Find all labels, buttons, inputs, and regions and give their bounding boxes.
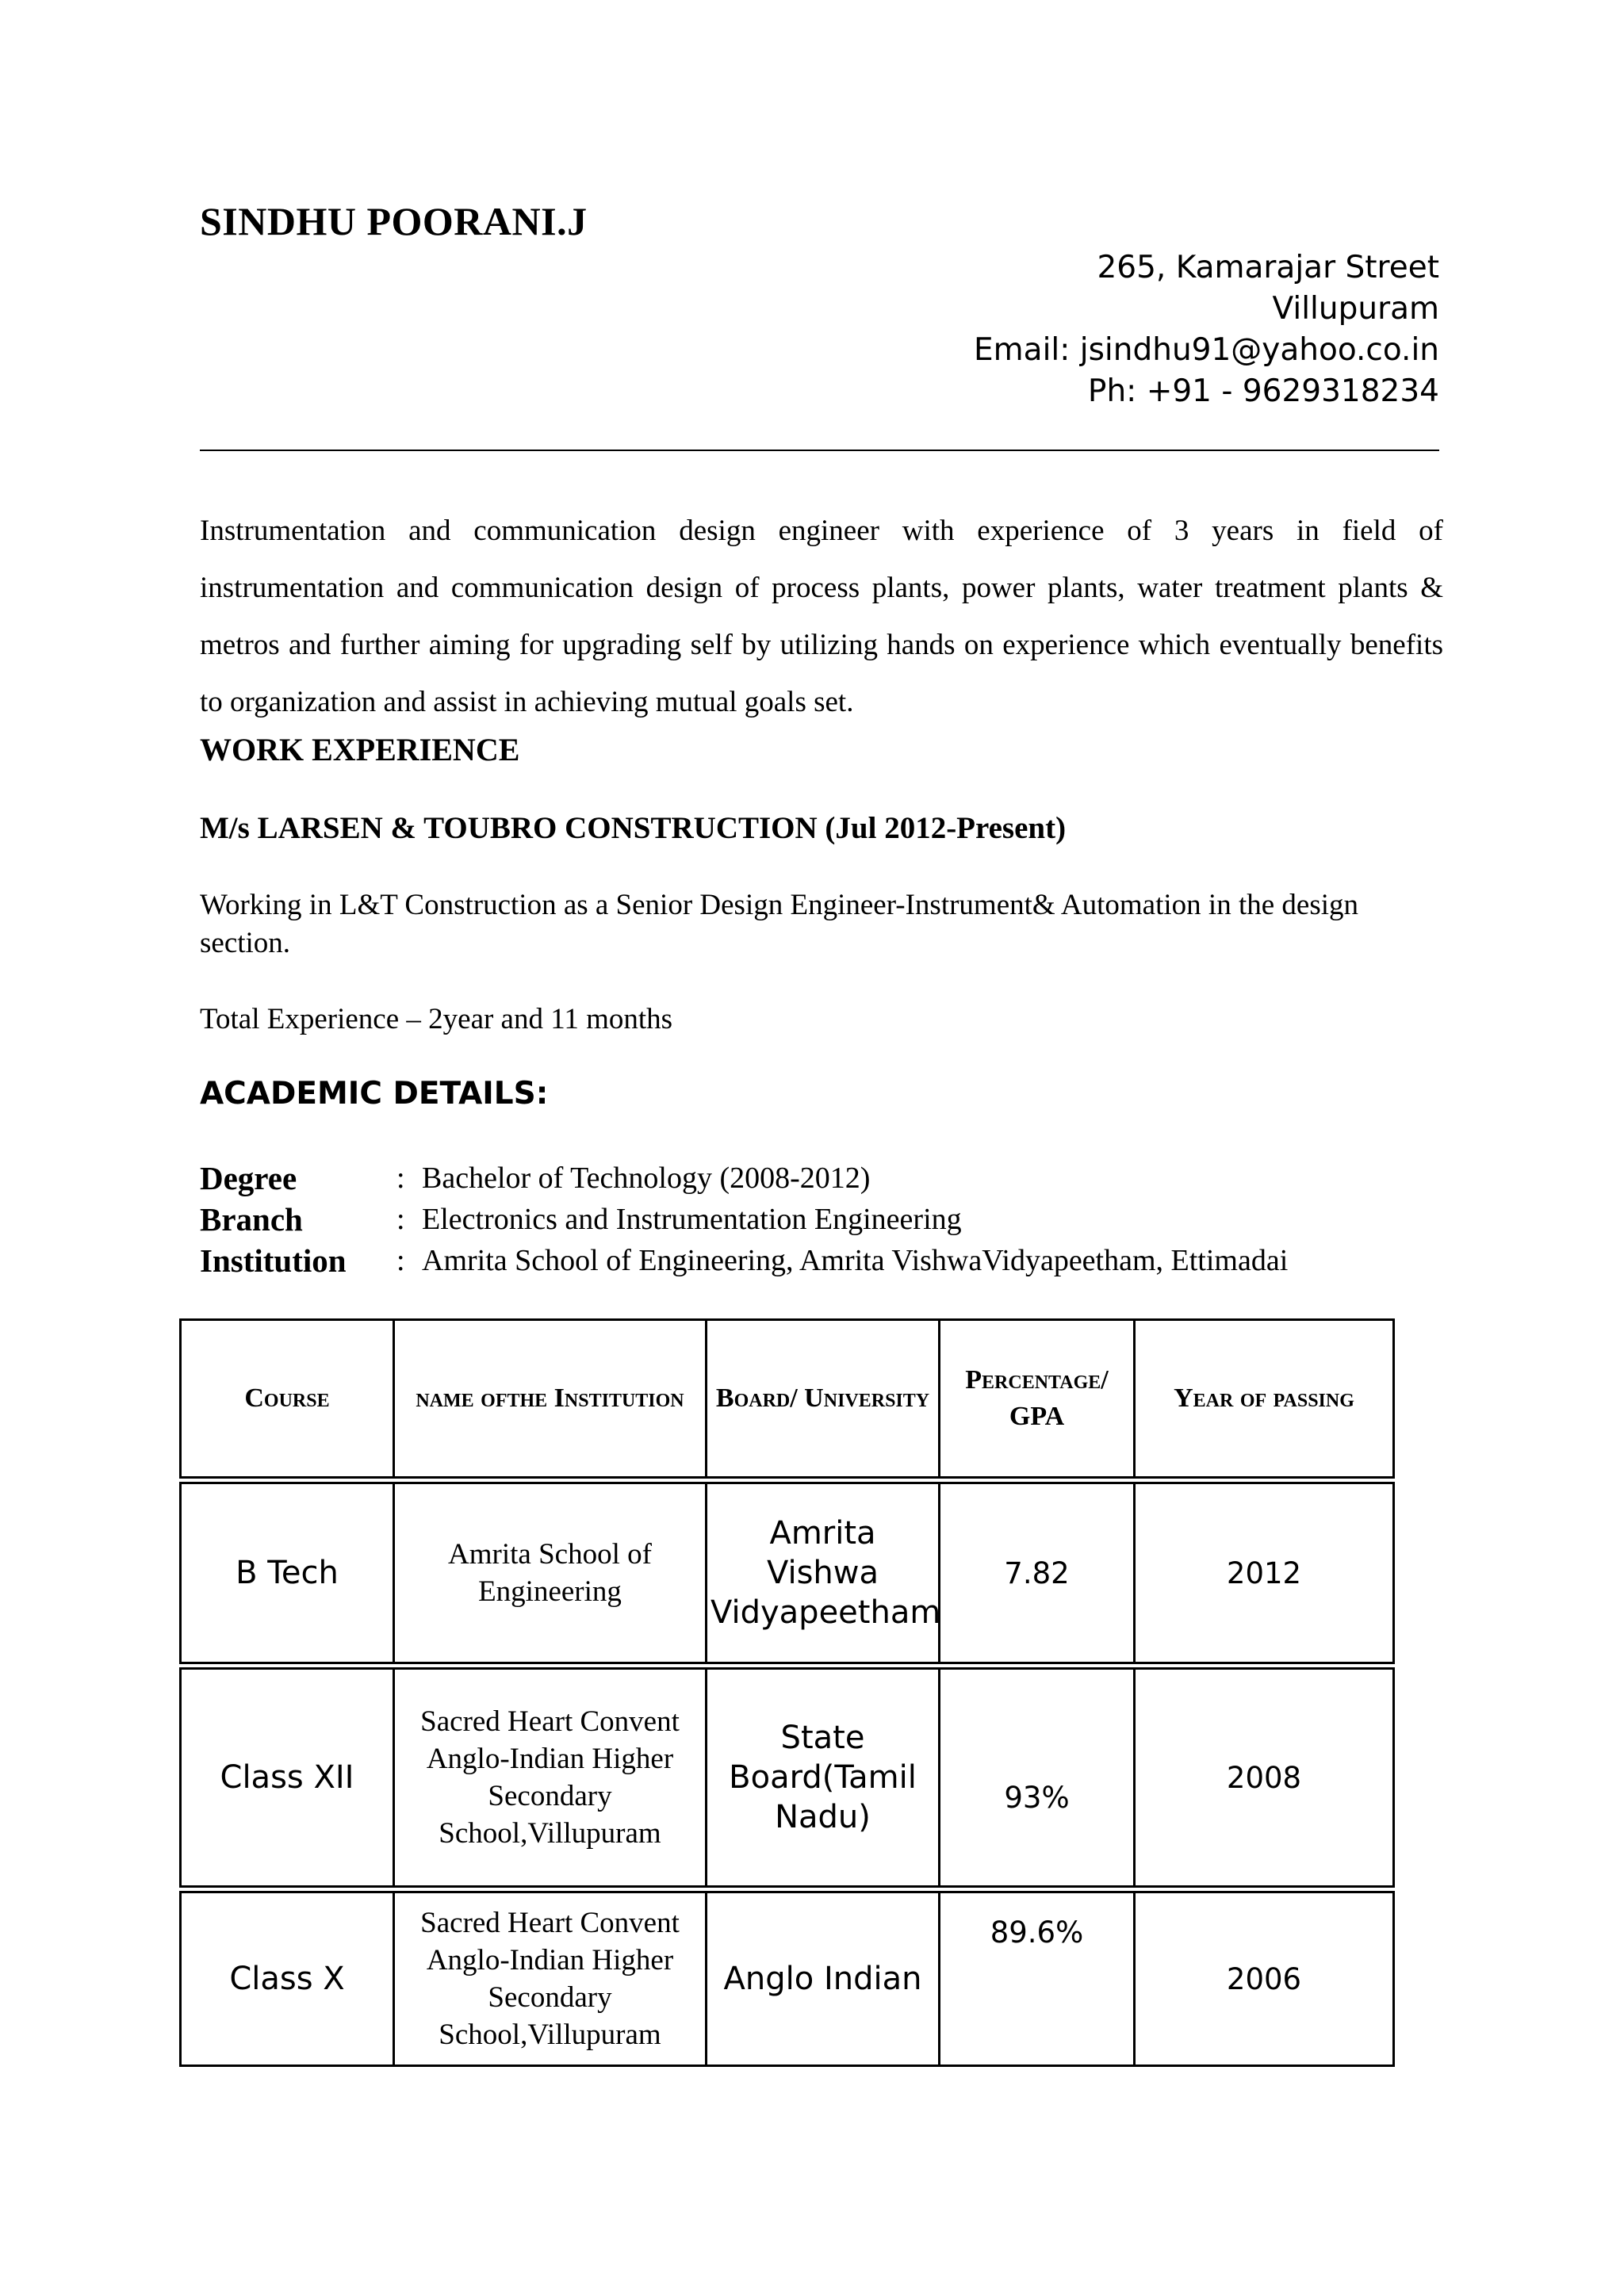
company-heading: M/s LARSEN & TOUBRO CONSTRUCTION (Jul 2012-Present): [200, 811, 1067, 845]
header-year: Year of passing: [1135, 1320, 1394, 1481]
header-percentage: Percentage/ GPA: [940, 1320, 1135, 1481]
degree-label: Degree: [200, 1160, 297, 1196]
branch-value: Electronics and Instrumentation Engineering: [422, 1203, 962, 1236]
academic-details: [200, 1158, 1288, 1281]
candidate-name: SINDHU POORANI.J: [200, 199, 588, 243]
career-summary: Instrumentation and communication design engineer with experience of 3 years in field of instrumentation and communication design of process plants, power plants, water treatment plants & metros and further aiming for upgrading self by utilizing hands on experience which eventually benefits to organization and assist in achieving mutual goals set.: [200, 515, 1443, 718]
header-divider: [200, 450, 1439, 451]
branch-colon: :: [396, 1203, 405, 1236]
table-row: [181, 1889, 1394, 2066]
year-cell: 2006: [1135, 1889, 1394, 2066]
board-cell: Anglo Indian: [707, 1889, 940, 2066]
table-header-row: [181, 1320, 1394, 1481]
phone: Ph: +91 - 9629318234: [1087, 373, 1439, 409]
academic-heading: ACADEMIC DETAILS:: [200, 1076, 549, 1112]
course-cell: Class XII: [181, 1666, 394, 1889]
score-cell: 89.6%: [940, 1889, 1135, 2066]
work-experience-heading: WORK EXPERIENCE: [200, 732, 520, 767]
board-cell: Amrita Vishwa Vidyapeetham: [707, 1480, 940, 1666]
institution-label: Institution: [200, 1242, 347, 1279]
education-table: [179, 1318, 1395, 2067]
table-row: [181, 1666, 1394, 1889]
institution-cell: Amrita School of Engineering: [394, 1480, 707, 1666]
address-line-1: 265, Kamarajar Street: [1097, 250, 1439, 285]
institution-value: Amrita School of Engineering, Amrita VishwaVidyapeetham, Ettimadai: [422, 1244, 1289, 1277]
header-course: Course: [181, 1320, 394, 1481]
year-cell: 2012: [1135, 1480, 1394, 1666]
branch-label: Branch: [200, 1201, 303, 1238]
degree-row: [200, 1158, 1288, 1199]
email: Email: jsindhu91@yahoo.co.in: [974, 332, 1439, 368]
total-experience: Total Experience – 2year and 11 months: [200, 1003, 673, 1035]
branch-row: [200, 1199, 1288, 1240]
contact-block: [726, 247, 1439, 412]
institution-row: [200, 1240, 1288, 1281]
institution-colon: :: [396, 1244, 405, 1277]
header-board: Board/ University: [707, 1320, 940, 1481]
address-line-2: Villupuram: [1272, 291, 1439, 327]
year-cell: 2008: [1135, 1666, 1394, 1889]
course-cell: Class X: [181, 1889, 394, 2066]
degree-colon: :: [396, 1161, 405, 1195]
institution-cell: Sacred Heart Convent Anglo-Indian Higher Secondary School,Villupuram: [394, 1666, 707, 1889]
work-description: Working in L&T Construction as a Senior Design Engineer-Instrument& Automation in the design section.: [200, 889, 1358, 959]
score-cell: 93%: [940, 1666, 1135, 1889]
course-cell: B Tech: [181, 1480, 394, 1666]
table-row: [181, 1480, 1394, 1666]
board-cell: State Board(Tamil Nadu): [707, 1666, 940, 1889]
score-cell: 7.82: [940, 1480, 1135, 1666]
institution-cell: Sacred Heart Convent Anglo-Indian Higher Secondary School,Villupuram: [394, 1889, 707, 2066]
degree-value: Bachelor of Technology (2008-2012): [422, 1161, 871, 1195]
header-institution: name ofthe Institution: [394, 1320, 707, 1481]
